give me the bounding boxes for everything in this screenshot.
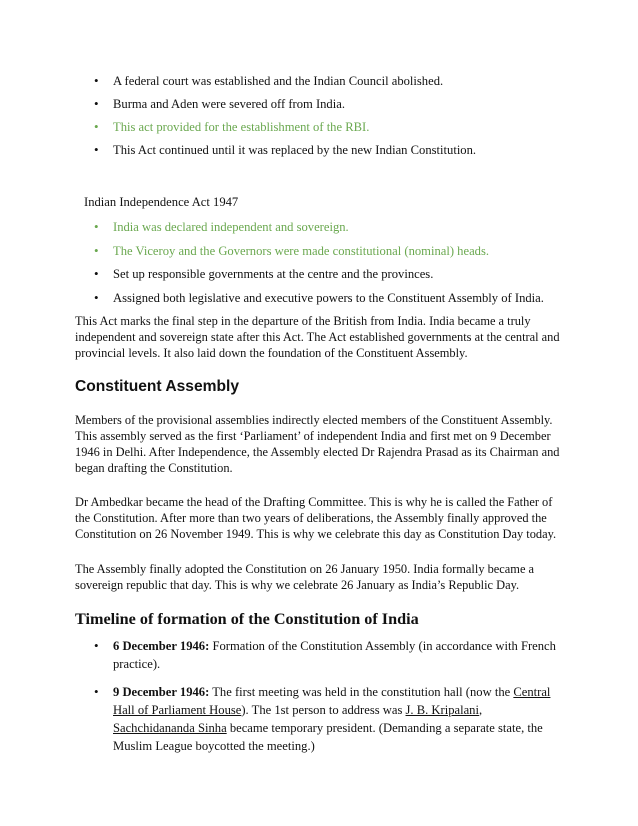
timeline-item [75,637,565,673]
top-bullet-list [75,73,575,165]
iia-bullet-list [75,219,595,313]
timeline-text: Formation of the Constitution Assembly (in accordance with French practice). [113,639,556,671]
iia-paragraph: This Act marks the final step in the departure of the British from India. India became a truly independent and sovereign state after this Act. The Act established governments at the central and provincial levels. It also laid down the foundation of the Constituent Assembly. [75,314,560,360]
list-item: • Assigned both legislative and executive powers to the Constituent Assembly of India. [75,290,595,314]
timeline-list [75,637,565,755]
list-item: • The Viceroy and the Governors were made constitutional (nominal) heads. [75,243,595,267]
central-hall-link[interactable]: Central Hall of Parliament House [113,685,551,717]
iia-heading: Indian Independence Act 1947 [84,195,239,209]
timeline-text: became temporary president. (Demanding a separate state, the Muslim League boycotted the meeting.) [113,721,543,753]
timeline-text: , [478,703,483,717]
list-item: • This Act continued until it was replaced by the new Indian Constitution. [75,142,575,165]
list-item: • Burma and Aden were severed off from India. [75,96,575,119]
timeline-date: 9 December 1946: [113,685,210,699]
sachchidananda-sinha-link[interactable]: Sachchidananda Sinha [113,721,227,735]
ca-paragraph-2: Dr Ambedkar became the head of the Drafting Committee. This is why he is called the Father of the Constitution. After more than two years of deliberations, the Assembly finally approved the Constitution on 26 November 1949. This is why we celebrate this day as Constitution Day today. [75,495,557,541]
timeline-text: ). The 1st person to address was [241,703,406,717]
kripalani-link[interactable]: J. B. Kripalani [405,703,479,717]
list-item: • India was declared independent and sovereign. [75,219,595,243]
section-heading-constituent-assembly: Constituent Assembly [75,378,240,395]
list-item: • Set up responsible governments at the centre and the provinces. [75,266,595,290]
timeline-item [75,683,565,755]
list-item: • A federal court was established and the Indian Council abolished. [75,73,575,96]
list-item: • This act provided for the establishment of the RBI. [75,119,575,142]
ca-paragraph-3: The Assembly finally adopted the Constitution on 26 January 1950. India formally became a sovereign republic that day. This is why we celebrate 26 January as India’s Republic Day. [75,562,535,592]
ca-paragraph-1: Members of the provisional assemblies indirectly elected members of the Constituent Assembly. This assembly served as the first ‘Parliament’ of independent India and first met on 9 December 1946 in Delhi. After Independence, the Assembly elected Dr Rajendra Prasad as its Chairman and began drafting the Constitution. [75,413,560,475]
timeline-date: 6 December 1946: [113,639,210,653]
timeline-text: The first meeting was held in the constitution hall (now the [209,685,514,699]
section-heading-timeline: Timeline of formation of the Constitution of India [75,610,419,628]
